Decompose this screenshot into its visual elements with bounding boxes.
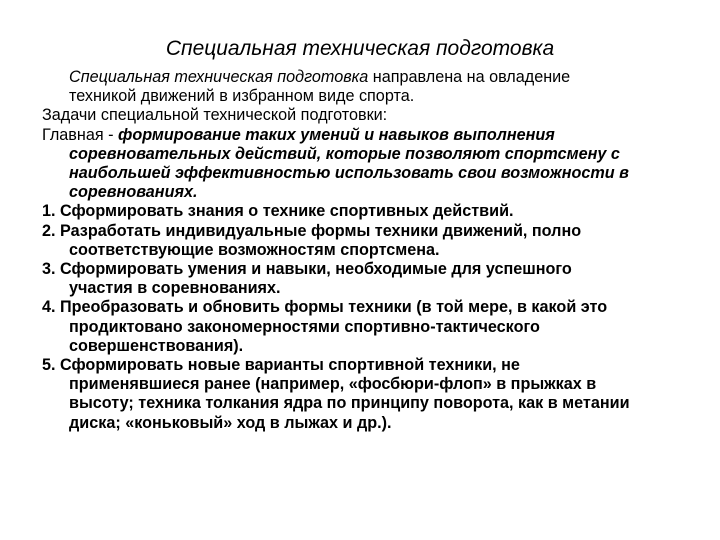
main-task-prefix: Главная - — [42, 125, 118, 144]
task-text: Сформировать знания о технике спортивных действий. — [60, 202, 514, 221]
task-number: 3. — [42, 260, 60, 279]
main-task-line-2: соревновательных действий, которые позволяют спортсмену с — [69, 144, 620, 163]
task-number: 4. — [42, 298, 60, 317]
task-item-2 — [42, 222, 692, 241]
slide-body — [42, 68, 692, 433]
main-task-line-4: соревнованиях. — [69, 183, 198, 202]
task-text: Сформировать умения и навыки, необходимые для успешного — [60, 260, 572, 279]
task-item-3-cont: участия в соревнованиях. — [69, 279, 281, 298]
task-item-5-cont-2: высоту; техника толкания ядра по принципу поворота, как в метании — [69, 394, 630, 413]
intro-text: направлена на овладение — [368, 68, 571, 86]
task-item-1 — [42, 202, 692, 221]
tasks-heading: Задачи специальной технической подготовки: — [42, 106, 388, 125]
intro-italic-term: Специальная техническая подготовка — [69, 68, 369, 86]
task-text: Сформировать новые варианты спортивной техники, не — [60, 356, 520, 375]
task-number: 5. — [42, 356, 60, 375]
task-item-5-cont-1: применявшиеся ранее (например, «фосбюри-флоп» в прыжках в — [69, 375, 597, 394]
task-item-5-cont-3: диска; «коньковый» ход в лыжах и др.). — [69, 413, 392, 432]
slide-title: Специальная техническая подготовка — [165, 37, 555, 60]
task-item-4 — [42, 298, 692, 317]
main-task-line-1 — [42, 126, 692, 145]
task-item-4-cont-1: продиктовано закономерностями спортивно-тактического — [69, 317, 540, 336]
task-text: Разработать индивидуальные формы техники движений, полно — [60, 221, 582, 240]
intro-line-1 — [42, 68, 692, 87]
main-task-text: формирование таких умений и навыков выполнения — [118, 125, 555, 144]
main-task-line-3: наибольшей эффективностью использовать свои возможности в — [69, 164, 629, 183]
task-item-4-cont-2: совершенствования). — [69, 336, 244, 355]
intro-line-2: техникой движений в избранном виде спорта. — [69, 87, 415, 106]
task-text: Преобразовать и обновить формы техники (в той мере, в какой это — [60, 298, 608, 317]
task-item-5 — [42, 356, 692, 375]
task-number: 1. — [42, 202, 60, 221]
task-number: 2. — [42, 221, 60, 240]
task-item-3 — [42, 260, 692, 279]
task-item-2-cont: соответствующие возможностям спортсмена. — [69, 240, 440, 259]
